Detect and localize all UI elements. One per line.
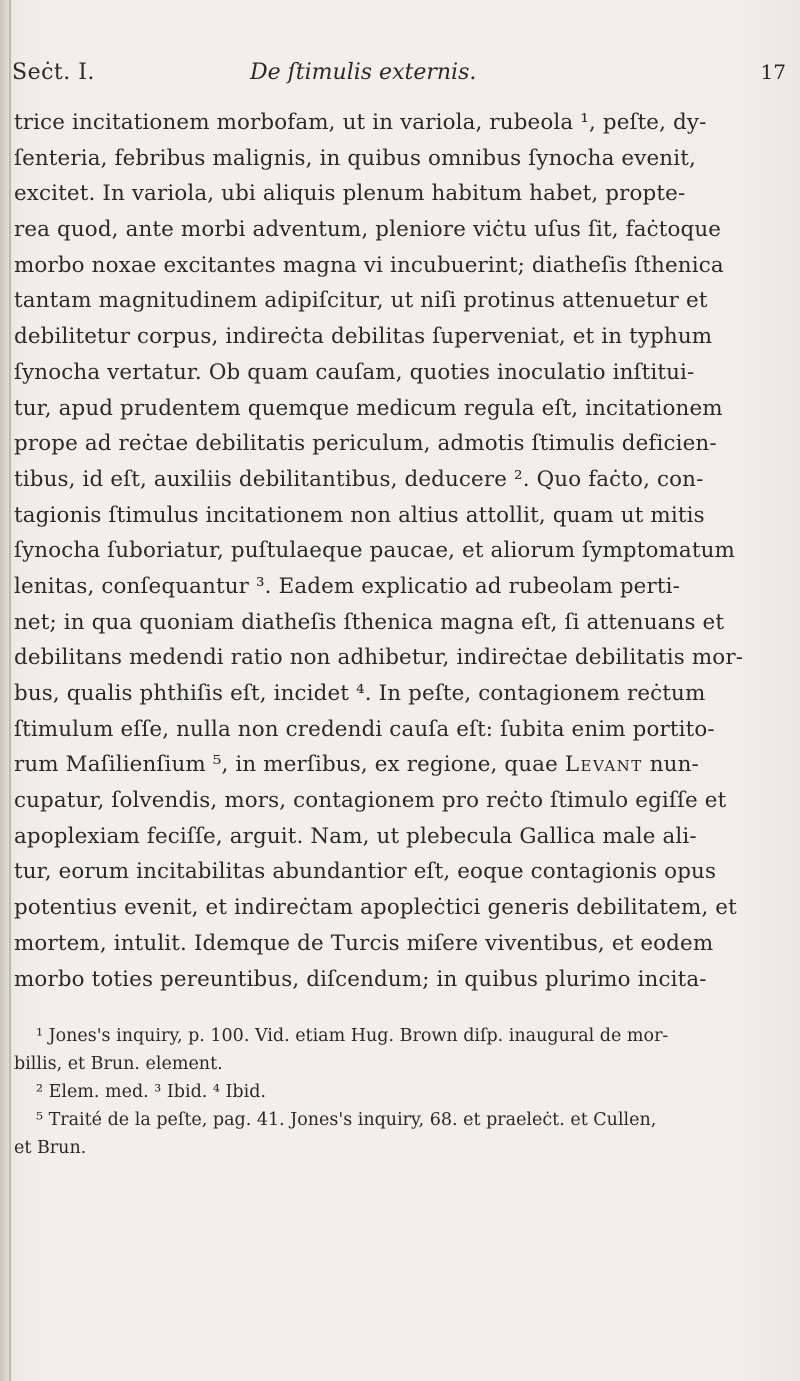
text-line: lenitas, conſequantur ³. Eadem explicatio ad rubeolam perti- — [14, 573, 680, 599]
footnote-line: billis, et Brun. element. — [14, 1054, 223, 1074]
text-line: trice incitationem morbofam, ut in variola, rubeola ¹, peſte, dy- — [14, 110, 707, 135]
text-line: tagionis ſtimulus incitationem non altius attollit, quam ut mitis — [14, 502, 705, 528]
text-line: mortem, intulit. Idemque de Turcis miſere viventibus, et eodem — [14, 930, 714, 956]
text-line: ſtimulum eſſe, nulla non credendi cauſa eſt: ſubita enim portito- — [14, 716, 715, 742]
page-header — [0, 60, 800, 90]
footnote-line: ² Elem. med. ³ Ibid. ⁴ Ibid. — [36, 1082, 266, 1102]
text-line: tibus, id eſt, auxiliis debilitantibus, deducere ². Quo faċto, con- — [14, 466, 704, 492]
levant-word: Levant — [564, 752, 643, 778]
text-line — [14, 747, 792, 783]
text-line: potentius evenit, et indireċtam apopleċtici generis debilitatem, et — [14, 895, 737, 921]
text-line: ſynocha ſuboriatur, puſtulaeque paucae, et aliorum ſymptomatum — [14, 538, 735, 564]
text-line-end: nun- — [642, 752, 699, 778]
footnote-line: et Brun. — [14, 1138, 87, 1158]
text-line: ſenteria, febribus malignis, in quibus omnibus ſynocha evenit, — [14, 145, 696, 171]
text-line: morbo noxae excitantes magna vi incubuerint; diatheſis ſthenica — [14, 252, 724, 278]
text-line: tur, apud prudentem quemque medicum regula eſt, incitationem — [14, 395, 723, 421]
text-line: bus, qualis phthiſis eſt, incidet ⁴. In peſte, contagionem reċtum — [14, 681, 706, 706]
footnote-line: ¹ Jones's inquiry, p. 100. Vid. etiam Hug. Brown diſp. inaugural de mor- — [36, 1026, 669, 1046]
text-line: tur, eorum incitabilitas abundantior eſt, eoque contagionis opus — [14, 859, 717, 885]
text-line: tantam magnitudinem adipiſcitur, ut niſi protinus attenuetur et — [14, 288, 708, 314]
text-line: debilitans medendi ratio non adhibetur, indireċtae debilitatis mor- — [14, 645, 744, 671]
text-line: cupatur, ſolvendis, mors, contagionem pro reċto ſtimulo egiſſe et — [14, 788, 727, 814]
text-line: debilitetur corpus, indireċta debilitas ſuperveniat, et in typhum — [14, 324, 713, 350]
main-text — [14, 105, 792, 997]
running-title: De ſtimulis externis. — [250, 60, 477, 85]
text-line: prope ad reċtae debilitatis periculum, admotis ſtimulis deficien- — [14, 431, 717, 457]
text-line: morbo toties pereuntibus, diſcendum; in quibus plurimo incita- — [14, 966, 707, 992]
text-line: excitet. In variola, ubi aliquis plenum habitum habet, propte- — [14, 181, 686, 207]
text-line: apoplexiam feciſſe, arguit. Nam, ut plebecula Gallica male ali- — [14, 823, 697, 849]
text-line-start: rum Maſilienſium ⁵, in merſibus, ex regione, quae — [14, 752, 565, 778]
text-line: net; in qua quoniam diatheſis ſthenica magna eſt, ſi attenuans et — [14, 609, 725, 635]
section-label: Seċt. I. — [12, 60, 95, 85]
footnotes — [14, 1022, 792, 1162]
text-line: ſynocha vertatur. Ob quam cauſam, quoties inoculatio inſtitui- — [14, 359, 695, 385]
text-line: rea quod, ante morbi adventum, pleniore viċtu uſus ſit, faċtoque — [14, 217, 722, 243]
footnote-line: ⁵ Traité de la peſte, pag. 41. Jones's inquiry, 68. et praeleċt. et Cullen, — [36, 1110, 657, 1130]
page-number: 17 — [760, 60, 786, 84]
page-spine-edge — [9, 0, 11, 1381]
